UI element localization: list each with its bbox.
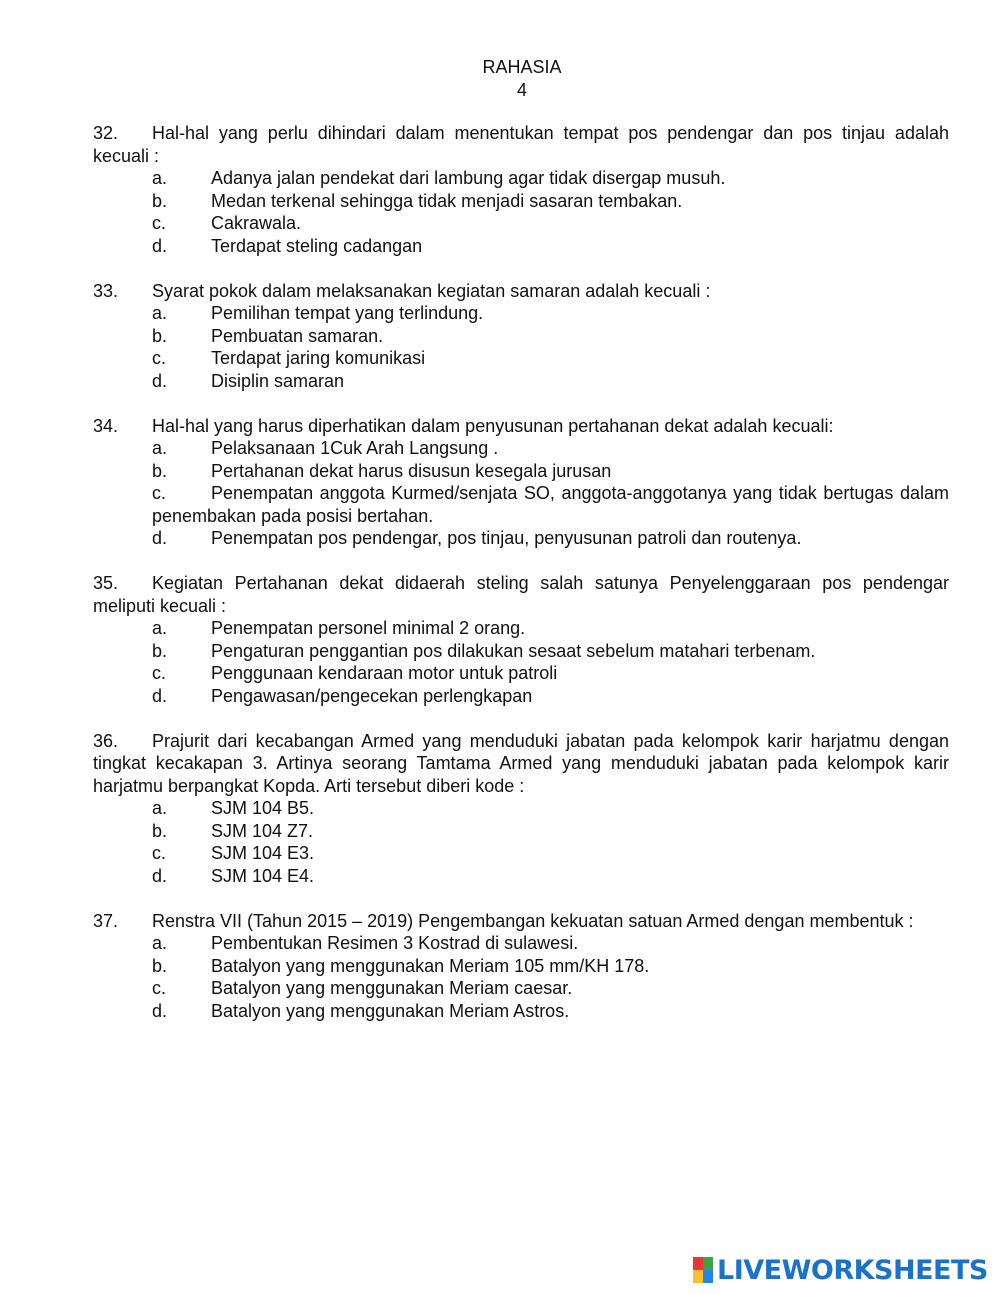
answer-option xyxy=(93,662,949,685)
option-letter: b. xyxy=(152,190,168,211)
answer-option xyxy=(93,865,949,888)
option-text: Pertahanan dekat harus disusun kesegala jurusan xyxy=(211,460,612,481)
answer-option xyxy=(93,347,949,370)
option-letter: b. xyxy=(152,325,168,346)
answer-option xyxy=(93,460,949,483)
answer-option xyxy=(93,977,949,1000)
answer-option xyxy=(93,190,949,213)
option-letter: d. xyxy=(152,1000,168,1021)
classification-label: RAHASIA xyxy=(482,57,562,77)
option-letter: c. xyxy=(152,978,167,998)
logo-text: LIVEWORKSHEETS xyxy=(717,1254,988,1286)
option-text: Disiplin samaran xyxy=(211,370,345,391)
question-number: 37. xyxy=(93,910,119,931)
question-number: 33. xyxy=(93,280,119,301)
option-letter: b. xyxy=(152,820,168,841)
question-text xyxy=(93,910,949,933)
option-letter: b. xyxy=(152,955,168,976)
question-number: 36. xyxy=(93,730,119,751)
option-letter: a. xyxy=(152,303,168,323)
answer-option xyxy=(93,302,949,325)
answer-option xyxy=(93,797,949,820)
option-text: Batalyon yang menggunakan Meriam 105 mm/KH 178. xyxy=(211,955,650,976)
liveworksheets-logo[interactable] xyxy=(693,1254,988,1286)
option-letter: c. xyxy=(152,348,167,368)
answer-option xyxy=(93,212,949,235)
answer-option xyxy=(93,325,949,348)
liveworksheets-logo-icon xyxy=(693,1257,713,1283)
answer-option xyxy=(93,527,949,550)
option-text: Terdapat steling cadangan xyxy=(211,235,423,256)
answer-option xyxy=(93,235,949,258)
option-letter: d. xyxy=(152,235,168,256)
answer-option xyxy=(93,1000,949,1023)
answer-option xyxy=(93,842,949,865)
question-text xyxy=(93,572,949,617)
question-body: Prajurit dari kecabangan Armed yang menduduki jabatan pada kelompok karir harjatmu dengan tingkat kecakapan 3. Artinya seorang Tamtama Armed yang menduduki jabatan pada kelompok karir harjatmu berpangkat Kopda. Arti tersebut diberi kode : xyxy=(93,730,949,796)
option-text: Penggunaan kendaraan motor untuk patroli xyxy=(211,663,558,683)
answer-option xyxy=(93,820,949,843)
question-text xyxy=(93,280,949,303)
option-text: SJM 104 E3. xyxy=(211,843,315,863)
option-text: Penempatan pos pendengar, pos tinjau, penyusunan patroli dan routenya. xyxy=(211,528,802,548)
option-text: Pemilihan tempat yang terlindung. xyxy=(211,303,484,323)
question-text xyxy=(93,730,949,798)
question-number: 34. xyxy=(93,415,119,436)
answer-option xyxy=(93,932,949,955)
question-number: 35. xyxy=(93,573,119,593)
option-letter: a. xyxy=(152,618,168,638)
option-letter: a. xyxy=(152,168,168,188)
option-text: Pembentukan Resimen 3 Kostrad di sulawesi. xyxy=(211,933,579,953)
option-letter: c. xyxy=(152,843,167,863)
option-text: Batalyon yang menggunakan Meriam Astros. xyxy=(211,1000,570,1021)
option-letter: c. xyxy=(152,483,167,503)
question-35 xyxy=(93,572,949,707)
option-text: Penempatan personel minimal 2 orang. xyxy=(211,618,526,638)
question-36 xyxy=(93,730,949,888)
option-text: Cakrawala. xyxy=(211,213,302,233)
question-body: Renstra VII (Tahun 2015 – 2019) Pengembangan kekuatan satuan Armed dengan membentuk : xyxy=(152,910,914,931)
option-text: Pengawasan/pengecekan perlengkapan xyxy=(211,685,533,706)
question-text xyxy=(93,122,949,167)
option-text: SJM 104 E4. xyxy=(211,865,315,886)
option-letter: d. xyxy=(152,370,168,391)
option-letter: c. xyxy=(152,213,167,233)
question-34 xyxy=(93,415,949,550)
option-letter: a. xyxy=(152,933,168,953)
option-text: Adanya jalan pendekat dari lambung agar tidak disergap musuh. xyxy=(211,168,726,188)
question-body: Kegiatan Pertahanan dekat didaerah steling salah satunya Penyelenggaraan pos pendengar meliputi kecuali : xyxy=(93,573,949,616)
answer-option xyxy=(93,617,949,640)
option-letter: c. xyxy=(152,663,167,683)
option-text: Pembuatan samaran. xyxy=(211,325,384,346)
question-body: Syarat pokok dalam melaksanakan kegiatan samaran adalah kecuali : xyxy=(152,280,711,301)
answer-option xyxy=(93,370,949,393)
answer-option xyxy=(93,955,949,978)
question-list xyxy=(93,122,949,1045)
option-letter: a. xyxy=(152,798,168,818)
option-text: Pelaksanaan 1Cuk Arah Langsung . xyxy=(211,438,499,458)
option-text: Medan terkenal sehingga tidak menjadi sasaran tembakan. xyxy=(211,190,683,211)
answer-option xyxy=(93,482,949,527)
option-text: Pengaturan penggantian pos dilakukan sesaat sebelum matahari terbenam. xyxy=(211,640,816,661)
question-33 xyxy=(93,280,949,393)
question-body: Hal-hal yang perlu dihindari dalam menentukan tempat pos pendengar dan pos tinjau adalah kecuali : xyxy=(93,123,949,166)
option-text: Penempatan anggota Kurmed/senjata SO, anggota-anggotanya yang tidak bertugas dalam penembakan pada posisi bertahan. xyxy=(152,483,949,526)
answer-option xyxy=(93,640,949,663)
option-text: Batalyon yang menggunakan Meriam caesar. xyxy=(211,978,573,998)
option-text: SJM 104 Z7. xyxy=(211,820,314,841)
question-32 xyxy=(93,122,949,257)
answer-option xyxy=(93,437,949,460)
option-letter: d. xyxy=(152,528,168,548)
option-letter: d. xyxy=(152,685,168,706)
question-37 xyxy=(93,910,949,1023)
option-letter: b. xyxy=(152,640,168,661)
option-letter: d. xyxy=(152,865,168,886)
question-number: 32. xyxy=(93,123,119,143)
question-body: Hal-hal yang harus diperhatikan dalam penyusunan pertahanan dekat adalah kecuali: xyxy=(152,415,834,436)
option-text: Terdapat jaring komunikasi xyxy=(211,348,426,368)
question-text xyxy=(93,415,949,438)
page-number: 4 xyxy=(516,80,527,100)
option-letter: a. xyxy=(152,438,168,458)
option-text: SJM 104 B5. xyxy=(211,798,315,818)
answer-option xyxy=(93,685,949,708)
answer-option xyxy=(93,167,949,190)
option-letter: b. xyxy=(152,460,168,481)
